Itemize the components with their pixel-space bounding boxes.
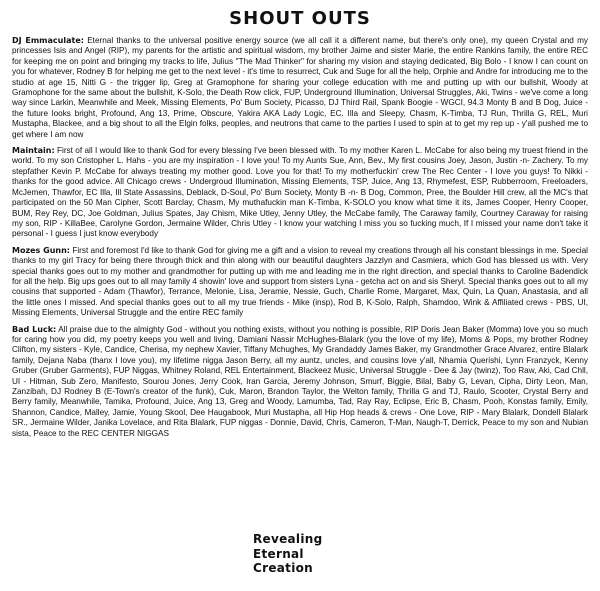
section-text: Eternal thanks to the universal positive energy source (we all call it a different name, but there's only one), my queen Crystal and my princesses Isis and Angel (RIP), my parents for the artistic and spiritual wisdom, my brother Jaime and sister Marie, the entire Rankins family, the entire REC for keeping me on point and bringing my tracks to life, Julius "The Mad Thinker" for sharing my vision and staying dedicated, Big Bolo - I know I can count on you for whatever, Rodney B for helping me get to the next level - it's time to resurrect, Cuk and Suge for all the help, Orphie and Andre for introducing me to the studio at age 15, Nitti G - the trigger lip, Greg at Gramophone for sharing your college education with me and putting up with our bullshit, Woody at Gramophone for the same about the bullshit, K-Solo, the Death Row click, FUP, Underground Illumination, Universal Struggles, Aki, Twins - we've come a long way since Larkin, Meanwhile and Meek, Missing Elements, Po' Bum Society, Picasso, DJ Third Rail, Spank Boogie - WGCI, 94.3 Monty B and B Dog, Juice - the future looks bright, Profound, Ang 13, Prime, Obscure, Yakira AKA Lady Logic, EC. Illa and Sleepy, Chasm, K-Timba, TJ Run, Thrilla G, REL, Muri Mustapha, Blackee, and a big shout to all the Elgin folks, peoples, and neutrons that came to the parties I used to spin at to get my rep up - y'all pushed me to get where I am now <box>12 36 589 139</box>
shout-out-maintain <box>12 146 588 240</box>
section-name: DJ Emmaculate: <box>12 36 84 45</box>
section-text: All praise due to the almighty God - without you nothing exists, without you nothing is possible, RIP Doris Jean Baker (Momma) love you so much for caring how you did, my poetry keeps you well and living, Damiani Nassir McHughes-Blalark (you the love of my life), Moms & Pops, my brother Rodney Clifton, my sisters - Kyle, Candice, Cherisa, my nephew Xavier, Tiffany Mchughes, My Grandaddy James Baker, my Grandmother Grace Alvarez, entire Blalark family, Dejana Naba (thanx I love you), my lifetime nigga Jason Berry, all my auntz, uncles, and cousins love y'all, Nhamia Querishi, Lynn Franzyck, Kenny Gruber (Gruber Garments), FUP Niggas, Whitney Roland, REL Entertainment, Blackeez Music, Universal Struggle - Dee & Jay (twinz), Too Raw, Aki, Cad Chll, UI - Hitman, Sub Zero, Manifesto, Sourou Jones, Jerry Cook, Iran Garcia, Jeremy Johnson, Smurf, Biggie, Bilal, Baby G, Levan, Cipha, Dirty Leon, Man, Zanzibah, DJ Rodney B (E-Town's creator of the funk), Cuk, Maron, Brandon Taylor, the Welton family, Thrilla G and TJ, Raulo, Scooter, Crystal Berry and Berry family, Meanwhile, Tamika, Profound, Juice, Ang 13, Greg and Woody, Lamumba, Tad, Ray Ray, Eclipse, Eric B, Chasm, Pooh, Konstas family, Emily, Shannon, Candice, Malley, Jamie, Young Skool, Dee Haugabook, Muri Mustapha, all Hip Hop heads & crews - One Love, RIP - Mary Blalark, Dondell Blalark SR., Jermaine Wilder, Janika Lovelace, and Rita Blalark, FUP niggas - Donnie, David, Chris, Cameron, T-Man, Naugh-T, Derrick, Peace to my son and Nubian sista, Peace to the REC CENTER NIGGAS <box>12 324 588 438</box>
shout-out-mozes-gunn <box>12 246 588 319</box>
page-title: SHOUT OUTS <box>229 8 371 29</box>
section-text: First and foremost I'd like to thank God for giving me a gift and a vision to reveal my creations through all his constant blessings in me. Special thanks to my girl Tracy for being there through thick and thin along with our beautiful daughters Jazzlyn and Casmiera, which God has blessed us with. Very special thanks goes out to my mother and grandmother for putting up with me and leading me in the right direction, and special thanks to Caroline Badendick for all the help. Big ups goes out to all may family 4 showin' love and support from sisters Lyna - getcha act on and sis Sheryl. Special thanks goes out to all my cousins that supported - Adam (Thawfor), Terrance, Melonie, Lisa, Jeramie, Nessie, Guch, Charlie Rome, Margaret, Max, Quin, La Quan, Anastasia, and all the little ones I missed. And special thanks goes out to all my true friends - Mike (insp), Rod B, K-Solo, Ralph, Shamdoo, Wink & Affiliated crews - PBS, UI, Missing Elements, Universal Struggle and the entire REC family <box>12 245 588 318</box>
shout-out-dj-emmaculate <box>12 36 588 140</box>
shout-out-bad-luck <box>12 325 588 439</box>
section-name: Mozes Gunn: <box>12 245 70 255</box>
section-name: Bad Luck: <box>12 324 57 334</box>
logo-line: Creation <box>253 561 313 575</box>
logo-line: Eternal <box>253 546 304 561</box>
logo-line: Revealing <box>253 532 323 546</box>
rec-logo <box>253 532 373 576</box>
section-text: First of all I would like to thank God for every blessing I've been blessed with. To my mother Karen L. McCabe for also being my truest friend in the world. To my son Cristopher L. Hahs - you are my inspiration - I love you! To my Aunts Sue, Ann, Bev., My first cousins Joey, Jason, Justin -n- Zachery. To my stepfather Kevin P. McCabe for always treating my mother good. Love you for that! To my motherfuckin' crew The Rec Center - I love you guys! To Nikki - thanks for the good advice. All Chicago crews - Undergroud Illumination, Missing Elements, TSP, Juice, Ang 13, Rhymefest, ESP, Rubberroom, Freeloaders, McJemen, Thawfor, EC Illa, Ill State Assassins, Deblack, D-Soul, Po' Bum Society, Monty B -n- B Dog, Common, Pree, the Boulder Hill crew, all the MC's that participated on the 50 Man Cipher, Scott Barclay, Chasm, My muthafuckin man K-Timba, K-SOLO you know what time it its, James Cooper, Henry Cooper, BUM, Rey Rey, DC, Joe Goldman, Julius Spates, Jay Chism, Mike Utley, Jenny Utley, the McCabe family, The Caraway family, Courtney Caraway for raising my son, RIP - KillaBee, Carolyne Gordon, Jermaine Wilder, Chris Utley - I know your watching I miss you so fucking much, If I missed your name don't take it personal - I guess I just know everybody <box>12 146 588 239</box>
section-name: Maintain: <box>12 146 55 156</box>
